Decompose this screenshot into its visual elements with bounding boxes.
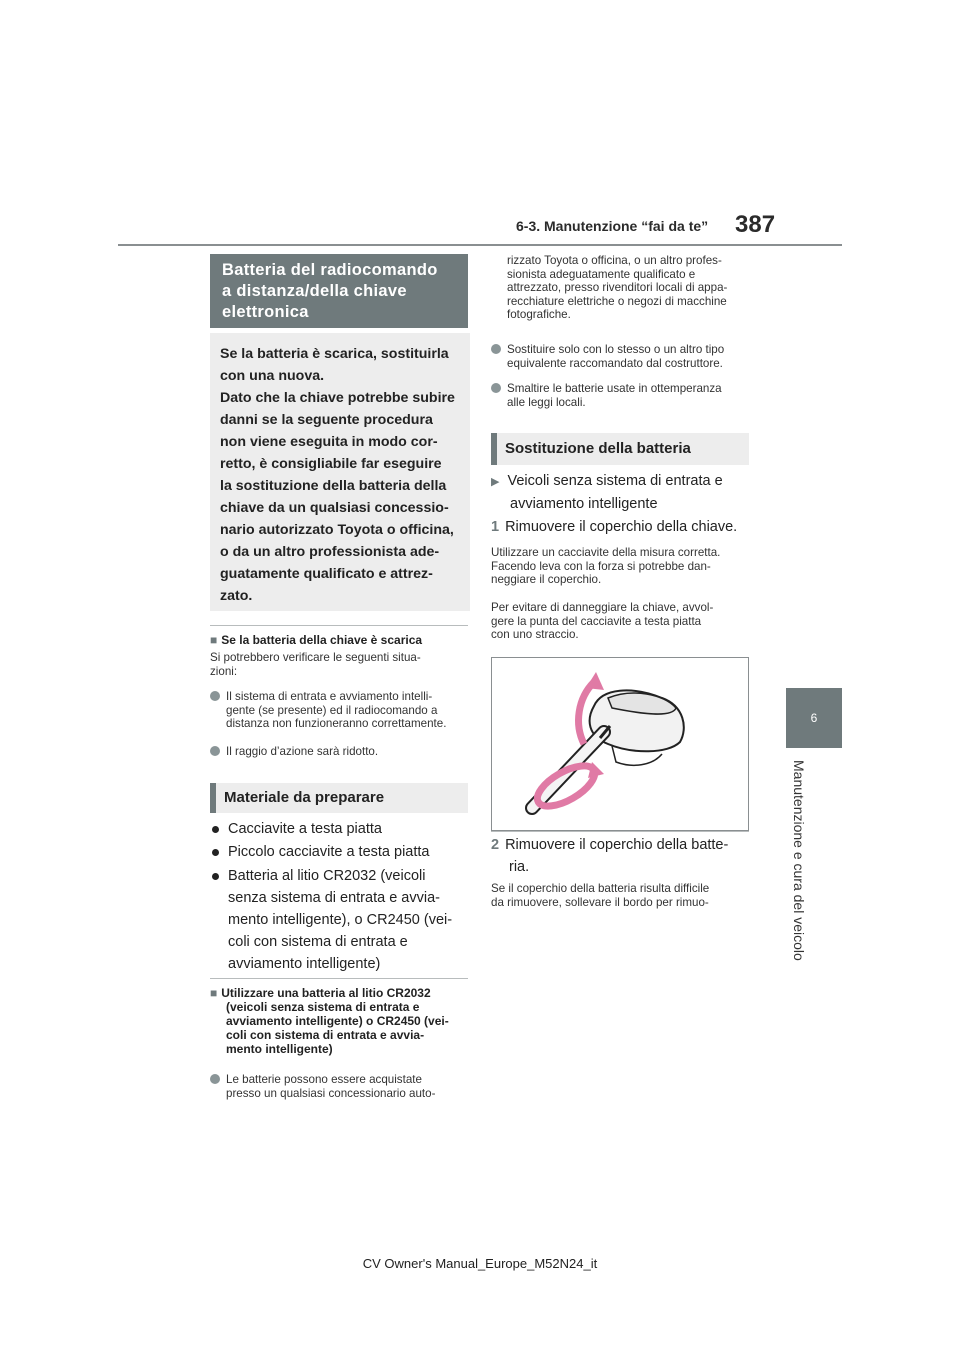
list-item: Sostituire solo con lo stesso o un altro tipo equivalente raccomandato dal costruttore. [491,343,757,370]
bullet-icon [491,383,501,393]
note-heading: ■ Utilizzare una batteria al litio CR2032 (veicoli senza sistema di entrata e avviamento intelligente) o CR2450 (vei- coli con sistema di entrata e avvia- mento intelligente) [210,986,449,1056]
list-item: Il raggio d’azione sarà ridotto. [210,745,472,759]
bullet-icon [212,873,219,880]
screwdriver-key-drawing [492,658,748,830]
list-item: Il sistema di entrata e avviamento intelli- gente (se presente) ed il radiocomando a distanza non funzioneranno correttamente. [210,690,472,731]
list-item: Smaltire le batterie usate in ottemperanza alle leggi locali. [491,382,757,409]
list-item: Le batterie possono essere acquistate presso un qualsiasi concessionario auto- [210,1073,472,1100]
list-item: Cacciavite a testa piatta [210,818,472,840]
topic-title-box: Batteria del radiocomando a distanza/della chiave elettronica [210,254,468,328]
bullet-icon [210,1074,220,1084]
triangle-icon: ▶ [491,476,500,488]
list-item: Batteria al litio CR2032 (veicoli senza sistema di entrata e avvia- mento intelligente), o CR2450 (vei- coli con sistema di entrata e avviamento intelligente) [210,865,472,975]
bullet-icon [210,691,220,701]
figure-divider [491,831,749,832]
note-heading: ■ Se la batteria della chiave è scarica [210,633,423,647]
note-divider [210,978,468,979]
bullet-icon [212,826,219,833]
intro-box: Se la batteria è scarica, sostituirla con una nuova. Dato che la chiave potrebbe subire danni se la seguente procedura non viene eseguita in modo cor- retto, è consigliabile far eseguire la sostituzione della batteria della chiave da un qualsiasi concessio- nario autorizzato Toyota o officina, o da un altro professionista ade- guatamente qualificato e attrez- zato. [210,333,470,611]
step-1: 1 Rimuovere il coperchio della chiave. [491,519,738,535]
continued-text: rizzato Toyota o officina, o un altro profes- sionista adeguatamente qualificato e attrezzato, presso rivenditori locali di appa- recchiature elettriche o negozi di macchine fotografiche. [507,254,728,321]
note-divider [210,625,468,626]
page-number: 387 [735,211,776,238]
step-1-note: Per evitare di danneggiare la chiave, avvol- gere la punta del cacciavite a testa piatta con uno straccio. [491,601,714,641]
vehicle-condition: ▶ Veicoli senza sistema di entrata e avviamento intelligente [491,473,723,512]
section-title: 6-3. Manutenzione “fai da te” [516,218,709,234]
list-item: Piccolo cacciavite a testa piatta [210,841,472,863]
header-divider [118,244,842,246]
materials-heading: Materiale da preparare [210,783,468,813]
replace-heading: Sostituzione della batteria [491,433,749,465]
key-cover-illustration [491,657,749,831]
step-2-note: Se il coperchio della batteria risulta difficile da rimuovere, sollevare il bordo per rimuo- [491,882,710,909]
bullet-icon [212,849,219,856]
bullet-icon [210,746,220,756]
footer-text: CV Owner's Manual_Europe_M52N24_it [362,1256,598,1271]
chapter-tab: 6 [786,688,842,748]
step-1-note: Utilizzare un cacciavite della misura corretta. Facendo leva con la forza si potrebbe dan- neggiare il coperchio. [491,546,721,586]
note-text: Si potrebbero verificare le seguenti situa- zioni: [210,651,421,678]
chapter-label: Manutenzione e cura del veicolo [791,760,807,961]
bullet-icon [491,344,501,354]
step-2: 2 Rimuovere il coperchio della batte- ria. [491,837,729,875]
